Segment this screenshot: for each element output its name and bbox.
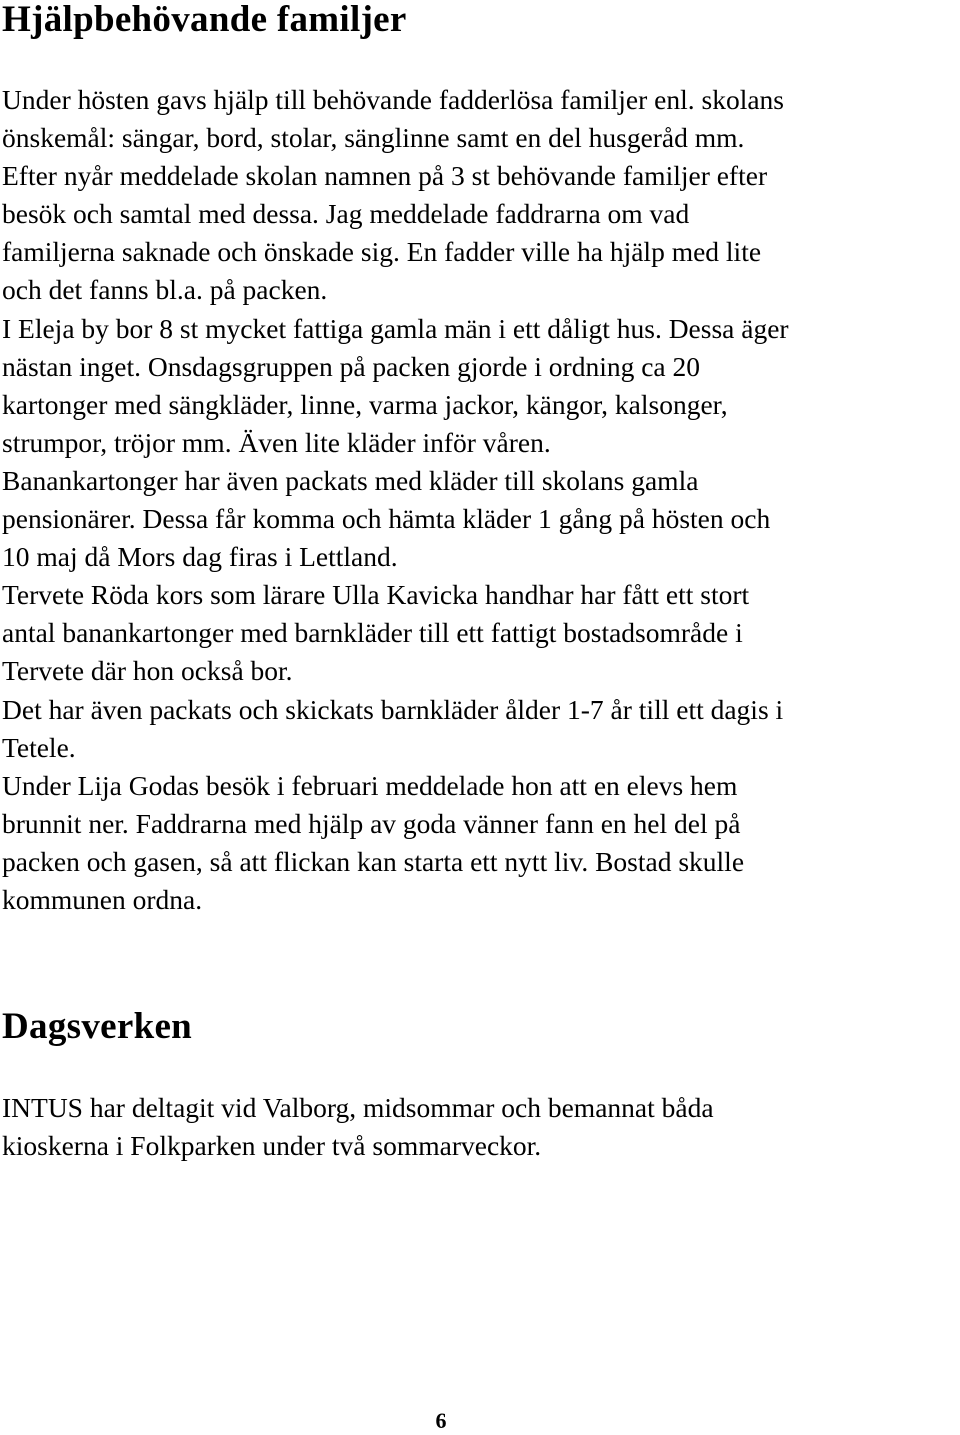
section-body-hjalpbehovande-familjer xyxy=(2,81,960,919)
section-heading-hjalpbehovande-familjer: Hjälpbehövande familjer xyxy=(2,0,407,40)
page-number: 6 xyxy=(435,1408,447,1433)
text-line: Tetele. xyxy=(2,731,76,763)
text-line: och det fanns bl.a. på packen. xyxy=(2,274,328,306)
text-line: brunnit ner. Faddrarna med hjälp av goda vänner fann en hel del på xyxy=(2,807,741,839)
text-line: packen och gasen, så att flickan kan starta ett nytt liv. Bostad skulle xyxy=(2,845,745,877)
text-line: kartonger med sängkläder, linne, varma jackor, kängor, kalsonger, xyxy=(2,388,728,420)
text-line: önskemål: sängar, bord, stolar, sänglinne samt en del husgeråd mm. xyxy=(2,122,745,154)
text-line: Tervete Röda kors som lärare Ulla Kavicka handhar har fått ett stort xyxy=(2,579,750,611)
text-line: besök och samtal med dessa. Jag meddelade faddrarna om vad xyxy=(2,198,690,230)
text-line: antal banankartonger med barnkläder till ett fattigt bostadsområde i xyxy=(2,617,743,649)
text-line: INTUS har deltagit vid Valborg, midsommar och bemannat båda xyxy=(2,1092,714,1123)
section-heading-dagsverken: Dagsverken xyxy=(2,1006,193,1047)
text-line: Under hösten gavs hjälp till behövande fadderlösa familjer enl. skolans xyxy=(2,84,785,115)
text-line: Banankartonger har även packats med kläder till skolans gamla xyxy=(2,464,699,496)
text-line: 10 maj då Mors dag firas i Lettland. xyxy=(2,541,398,573)
text-line: Tervete där hon också bor. xyxy=(2,655,293,687)
text-line: familjerna saknade och önskade sig. En fadder ville ha hjälp med lite xyxy=(2,236,762,268)
text-line: pensionärer. Dessa får komma och hämta kläder 1 gång på hösten och xyxy=(2,503,771,535)
text-line: Under Lija Godas besök i februari meddelade hon att en elevs hem xyxy=(2,769,738,801)
text-line: Det har även packats och skickats barnkläder ålder 1-7 år till ett dagis i xyxy=(2,693,784,725)
text-line: kommunen ordna. xyxy=(2,883,203,915)
section-body-dagsverken xyxy=(2,1089,960,1165)
text-line: kioskerna i Folkparken under två sommarveckor. xyxy=(2,1130,542,1162)
text-line: nästan inget. Onsdagsgruppen på packen gjorde i ordning ca 20 xyxy=(2,350,701,382)
text-line: strumpor, tröjor mm. Även lite kläder inför våren. xyxy=(2,426,551,458)
text-line: Efter nyår meddelade skolan namnen på 3 st behövande familjer efter xyxy=(2,160,768,192)
text-line: I Eleja by bor 8 st mycket fattiga gamla män i ett dåligt hus. Dessa äger xyxy=(2,312,789,344)
